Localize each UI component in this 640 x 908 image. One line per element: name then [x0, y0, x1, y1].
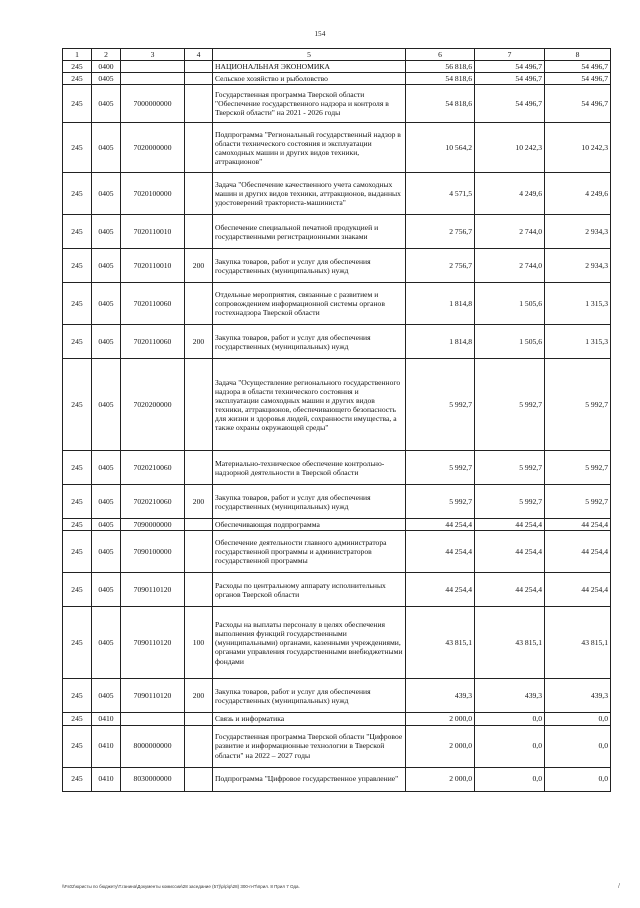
budget-table — [62, 48, 611, 792]
code-admin: 245 — [63, 85, 92, 123]
table-row — [63, 767, 611, 791]
column-number: 7 — [475, 49, 545, 61]
amount-year-2: 44 254,4 — [475, 519, 545, 531]
code-section: 0405 — [92, 123, 121, 173]
table-row — [63, 123, 611, 173]
budget-table-body — [63, 49, 611, 792]
amount-year-3: 44 254,4 — [545, 531, 611, 573]
column-number: 6 — [406, 49, 475, 61]
code-target-article: 7020210060 — [121, 451, 185, 485]
code-expense-type — [185, 123, 213, 173]
code-admin: 245 — [63, 573, 92, 607]
column-number: 2 — [92, 49, 121, 61]
amount-year-3: 5 992,7 — [545, 485, 611, 519]
page-number: 154 — [314, 30, 326, 38]
code-expense-type — [185, 85, 213, 123]
code-admin: 245 — [63, 679, 92, 713]
amount-year-3: 10 242,3 — [545, 123, 611, 173]
amount-year-1: 54 818,6 — [406, 85, 475, 123]
table-row — [63, 215, 611, 249]
amount-year-1: 56 818,6 — [406, 61, 475, 73]
item-name: Подпрограмма "Цифровое государственное управление" — [213, 767, 406, 791]
code-section: 0405 — [92, 485, 121, 519]
item-name: Закупка товаров, работ и услуг для обеспечения государственных (муниципальных) нужд — [213, 679, 406, 713]
code-target-article: 7020110010 — [121, 249, 185, 283]
item-name: Государственная программа Тверской области "Цифровое развитие и информационные технологии в Тверской области" на 2022 – 2027 годы — [213, 725, 406, 767]
code-admin: 245 — [63, 519, 92, 531]
column-number: 3 — [121, 49, 185, 61]
code-expense-type — [185, 451, 213, 485]
column-number: 5 — [213, 49, 406, 61]
amount-year-1: 5 992,7 — [406, 485, 475, 519]
code-expense-type — [185, 713, 213, 725]
amount-year-2: 0,0 — [475, 767, 545, 791]
code-expense-type — [185, 531, 213, 573]
column-number-header-row — [63, 49, 611, 61]
amount-year-1: 54 818,6 — [406, 73, 475, 85]
item-name: Обеспечение деятельности главного администратора государственной программы и администраторов государственной программы — [213, 531, 406, 573]
item-name: НАЦИОНАЛЬНАЯ ЭКОНОМИКА — [213, 61, 406, 73]
code-expense-type — [185, 283, 213, 325]
item-name: Сельское хозяйство и рыболовство — [213, 73, 406, 85]
amount-year-2: 44 254,4 — [475, 573, 545, 607]
amount-year-1: 43 815,1 — [406, 607, 475, 679]
amount-year-1: 10 564,2 — [406, 123, 475, 173]
amount-year-2: 44 254,4 — [475, 531, 545, 573]
code-target-article: 7020000000 — [121, 123, 185, 173]
code-admin: 245 — [63, 359, 92, 451]
code-target-article: 8030000000 — [121, 767, 185, 791]
code-expense-type: 100 — [185, 607, 213, 679]
amount-year-1: 4 571,5 — [406, 173, 475, 215]
item-name: Обеспечивающая подпрограмма — [213, 519, 406, 531]
amount-year-1: 2 000,0 — [406, 713, 475, 725]
amount-year-1: 5 992,7 — [406, 359, 475, 451]
code-section: 0405 — [92, 215, 121, 249]
table-row — [63, 73, 611, 85]
item-name: Расходы на выплаты персоналу в целях обеспечения выполнения функций государственными (муниципальными) органами, казенными учреждениями, органами управления государственными внебюджетными фондами — [213, 607, 406, 679]
table-row — [63, 173, 611, 215]
code-section: 0405 — [92, 607, 121, 679]
amount-year-3: 0,0 — [545, 767, 611, 791]
item-name: Обеспечение специальной печатной продукцией и государственными регистрационными знаками — [213, 215, 406, 249]
table-row — [63, 283, 611, 325]
code-section: 0405 — [92, 85, 121, 123]
amount-year-3: 1 315,3 — [545, 325, 611, 359]
amount-year-1: 2 000,0 — [406, 725, 475, 767]
amount-year-2: 1 505,6 — [475, 325, 545, 359]
amount-year-1: 5 992,7 — [406, 451, 475, 485]
code-admin: 245 — [63, 173, 92, 215]
amount-year-3: 44 254,4 — [545, 519, 611, 531]
code-section: 0410 — [92, 767, 121, 791]
table-row — [63, 573, 611, 607]
amount-year-3: 0,0 — [545, 713, 611, 725]
code-admin: 245 — [63, 73, 92, 85]
code-expense-type: 200 — [185, 249, 213, 283]
code-target-article — [121, 73, 185, 85]
code-section: 0410 — [92, 713, 121, 725]
amount-year-2: 0,0 — [475, 725, 545, 767]
column-number: 1 — [63, 49, 92, 61]
code-expense-type — [185, 725, 213, 767]
code-admin: 245 — [63, 485, 92, 519]
column-number: 4 — [185, 49, 213, 61]
amount-year-1: 44 254,4 — [406, 531, 475, 573]
code-admin: 245 — [63, 215, 92, 249]
code-section: 0405 — [92, 679, 121, 713]
code-expense-type — [185, 573, 213, 607]
item-name: Задача "Осуществление регионального государственного надзора в области технического состояния и эксплуатации самоходных машин и других видов техники, аттракционов, обеспечивающего безопасность для жизни и здоровья людей, сохранности имущества, а также охраны окружающей среды" — [213, 359, 406, 451]
amount-year-3: 44 254,4 — [545, 573, 611, 607]
amount-year-3: 43 815,1 — [545, 607, 611, 679]
code-target-article: 7090000000 — [121, 519, 185, 531]
code-target-article: 7090110120 — [121, 679, 185, 713]
amount-year-2: 4 249,6 — [475, 173, 545, 215]
code-section: 0410 — [92, 725, 121, 767]
code-expense-type — [185, 215, 213, 249]
code-expense-type: 200 — [185, 485, 213, 519]
code-section: 0405 — [92, 73, 121, 85]
code-target-article — [121, 61, 185, 73]
code-section: 0405 — [92, 173, 121, 215]
item-name: Материально-техническое обеспечение контрольно-надзорной деятельности в Тверской области — [213, 451, 406, 485]
item-name: Связь и информатика — [213, 713, 406, 725]
amount-year-3: 2 934,3 — [545, 215, 611, 249]
amount-year-2: 5 992,7 — [475, 359, 545, 451]
code-admin: 245 — [63, 325, 92, 359]
amount-year-1: 439,3 — [406, 679, 475, 713]
table-row — [63, 485, 611, 519]
code-expense-type — [185, 61, 213, 73]
code-admin: 245 — [63, 767, 92, 791]
code-target-article: 8000000000 — [121, 725, 185, 767]
table-row — [63, 607, 611, 679]
code-target-article: 7020110060 — [121, 325, 185, 359]
amount-year-3: 439,3 — [545, 679, 611, 713]
code-admin: 245 — [63, 283, 92, 325]
code-expense-type — [185, 73, 213, 85]
amount-year-1: 2 756,7 — [406, 215, 475, 249]
code-admin: 245 — [63, 249, 92, 283]
amount-year-2: 5 992,7 — [475, 451, 545, 485]
code-expense-type — [185, 173, 213, 215]
amount-year-1: 1 814,8 — [406, 283, 475, 325]
amount-year-2: 10 242,3 — [475, 123, 545, 173]
code-target-article: 7020210060 — [121, 485, 185, 519]
amount-year-2: 43 815,1 — [475, 607, 545, 679]
item-name: Государственная программа Тверской области "Обеспечение государственного надзора и контроля в Тверской области" на 2021 - 2026 годы — [213, 85, 406, 123]
amount-year-2: 54 496,7 — [475, 73, 545, 85]
code-expense-type — [185, 359, 213, 451]
code-target-article: 7020110010 — [121, 215, 185, 249]
item-name: Отдельные мероприятия, связанные с развитием и сопровождением информационной системы органов гостехнадзора Тверской области — [213, 283, 406, 325]
amount-year-2: 439,3 — [475, 679, 545, 713]
table-row — [63, 519, 611, 531]
amount-year-1: 44 254,4 — [406, 573, 475, 607]
amount-year-3: 2 934,3 — [545, 249, 611, 283]
table-row — [63, 61, 611, 73]
code-target-article: 7020200000 — [121, 359, 185, 451]
table-row — [63, 451, 611, 485]
code-section: 0405 — [92, 325, 121, 359]
code-admin: 245 — [63, 123, 92, 173]
item-name: Закупка товаров, работ и услуг для обеспечения государственных (муниципальных) нужд — [213, 485, 406, 519]
table-row — [63, 725, 611, 767]
code-target-article: 7090100000 — [121, 531, 185, 573]
table-row — [63, 679, 611, 713]
item-name: Закупка товаров, работ и услуг для обеспечения государственных (муниципальных) нужд — [213, 249, 406, 283]
amount-year-3: 1 315,3 — [545, 283, 611, 325]
code-target-article: 7090110120 — [121, 573, 185, 607]
code-section: 0405 — [92, 519, 121, 531]
code-section: 0405 — [92, 283, 121, 325]
amount-year-1: 2 756,7 — [406, 249, 475, 283]
code-section: 0405 — [92, 531, 121, 573]
code-admin: 245 — [63, 725, 92, 767]
code-admin: 245 — [63, 61, 92, 73]
code-target-article: 7000000000 — [121, 85, 185, 123]
amount-year-2: 1 505,6 — [475, 283, 545, 325]
code-section: 0405 — [92, 359, 121, 451]
amount-year-1: 2 000,0 — [406, 767, 475, 791]
table-row — [63, 325, 611, 359]
table-row — [63, 359, 611, 451]
item-name: Подпрограмма "Региональный государственный надзор в области технического состояния и эксплуатации самоходных машин и других видов техники, аттракционов" — [213, 123, 406, 173]
item-name: Расходы по центральному аппарату исполнительных органов Тверской области — [213, 573, 406, 607]
amount-year-2: 2 744,0 — [475, 215, 545, 249]
column-number: 8 — [545, 49, 611, 61]
code-admin: 245 — [63, 451, 92, 485]
amount-year-3: 54 496,7 — [545, 85, 611, 123]
amount-year-3: 5 992,7 — [545, 359, 611, 451]
code-admin: 245 — [63, 531, 92, 573]
file-path-footer: \\Fs02\юристы по бюджету\Т.ганина\Документы комиссии\28 заседание (57)\р\р\р\28) 300-п-П\прил. 8 Прил 7 Ода. — [62, 884, 300, 889]
code-section: 0405 — [92, 573, 121, 607]
code-admin: 245 — [63, 607, 92, 679]
footer-mark: / — [618, 882, 620, 890]
amount-year-2: 54 496,7 — [475, 61, 545, 73]
code-target-article — [121, 713, 185, 725]
code-section: 0405 — [92, 249, 121, 283]
item-name: Закупка товаров, работ и услуг для обеспечения государственных (муниципальных) нужд — [213, 325, 406, 359]
code-section: 0400 — [92, 61, 121, 73]
code-target-article: 7020100000 — [121, 173, 185, 215]
code-expense-type — [185, 767, 213, 791]
table-row — [63, 249, 611, 283]
amount-year-1: 44 254,4 — [406, 519, 475, 531]
table-row — [63, 531, 611, 573]
item-name: Задача "Обеспечение качественного учета самоходных машин и других видов техники, аттракционов, выданных удостоверений тракториста-машиниста" — [213, 173, 406, 215]
amount-year-2: 5 992,7 — [475, 485, 545, 519]
amount-year-3: 0,0 — [545, 725, 611, 767]
table-row — [63, 85, 611, 123]
amount-year-2: 2 744,0 — [475, 249, 545, 283]
code-target-article: 7090110120 — [121, 607, 185, 679]
code-target-article: 7020110060 — [121, 283, 185, 325]
amount-year-3: 54 496,7 — [545, 73, 611, 85]
amount-year-2: 0,0 — [475, 713, 545, 725]
table-row — [63, 713, 611, 725]
code-expense-type: 200 — [185, 325, 213, 359]
amount-year-1: 1 814,8 — [406, 325, 475, 359]
code-section: 0405 — [92, 451, 121, 485]
amount-year-2: 54 496,7 — [475, 85, 545, 123]
amount-year-3: 54 496,7 — [545, 61, 611, 73]
code-expense-type — [185, 519, 213, 531]
code-admin: 245 — [63, 713, 92, 725]
amount-year-3: 5 992,7 — [545, 451, 611, 485]
code-expense-type: 200 — [185, 679, 213, 713]
amount-year-3: 4 249,6 — [545, 173, 611, 215]
